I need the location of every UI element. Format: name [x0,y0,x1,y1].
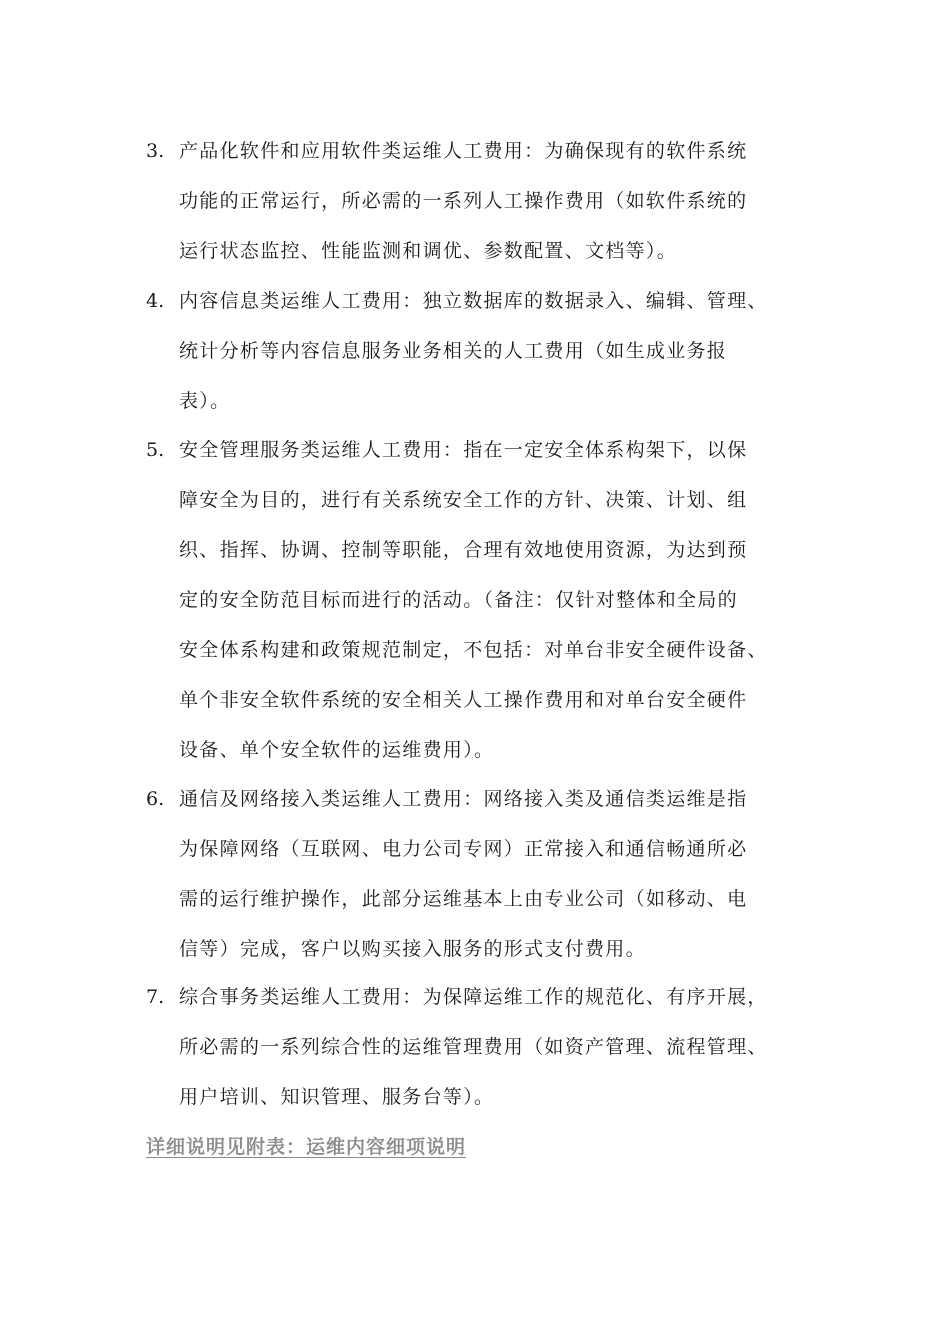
list-number: 4. [146,290,165,312]
list-text-line: 为保障网络（互联网、电力公司专网）正常接入和通信畅通所必 [179,838,748,860]
list-text-line: 单个非安全软件系统的安全相关人工操作费用和对单台安全硬件 [179,689,748,711]
list-text-line: 障安全为目的，进行有关系统安全工作的方针、决策、计划、组 [179,489,748,511]
list-text-line: 设备、单个安全软件的运维费用）。 [179,739,495,761]
list-text-line: 需的运行维护操作，此部分运维基本上由专业公司（如移动、电 [179,888,748,910]
list-text-line: 定的安全防范目标而进行的活动。（备注：仅针对整体和全局的 [179,589,738,611]
appendix-link[interactable]: 详细说明见附表：运维内容细项说明 [146,1136,467,1158]
list-text-line: 安全管理服务类运维人工费用：指在一定安全体系构架下，以保 [179,439,748,461]
list-text-line: 表）。 [179,390,231,412]
list-number: 3. [146,140,165,162]
list-text-line: 功能的正常运行，所必需的一系列人工操作费用（如软件系统的 [179,190,748,212]
list-text-line: 统计分析等内容信息服务业务相关的人工费用（如生成业务报 [179,340,728,362]
list-number: 7. [146,986,165,1008]
list-text-line: 用户培训、知识管理、服务台等）。 [179,1086,495,1108]
list-text-line: 内容信息类运维人工费用：独立数据库的数据录入、编辑、管理、 [179,290,768,312]
list-text-line: 运行状态监控、性能监测和调优、参数配置、文档等）。 [179,240,678,262]
list-text-line: 安全体系构建和政策规范制定，不包括：对单台非安全硬件设备、 [179,639,768,661]
list-text-line: 产品化软件和应用软件类运维人工费用：为确保现有的软件系统 [179,140,748,162]
list-text-line: 通信及网络接入类运维人工费用：网络接入类及通信类运维是指 [179,788,748,810]
list-text-line: 织、指挥、协调、控制等职能，合理有效地使用资源，为达到预 [179,539,748,561]
list-text-line: 所必需的一系列综合性的运维管理费用（如资产管理、流程管理、 [179,1036,768,1058]
list-number: 6. [146,788,165,810]
list-text-line: 综合事务类运维人工费用：为保障运维工作的规范化、有序开展， [179,986,768,1008]
list-text-line: 信等）完成，客户以购买接入服务的形式支付费用。 [179,938,646,960]
list-number: 5. [146,439,165,461]
